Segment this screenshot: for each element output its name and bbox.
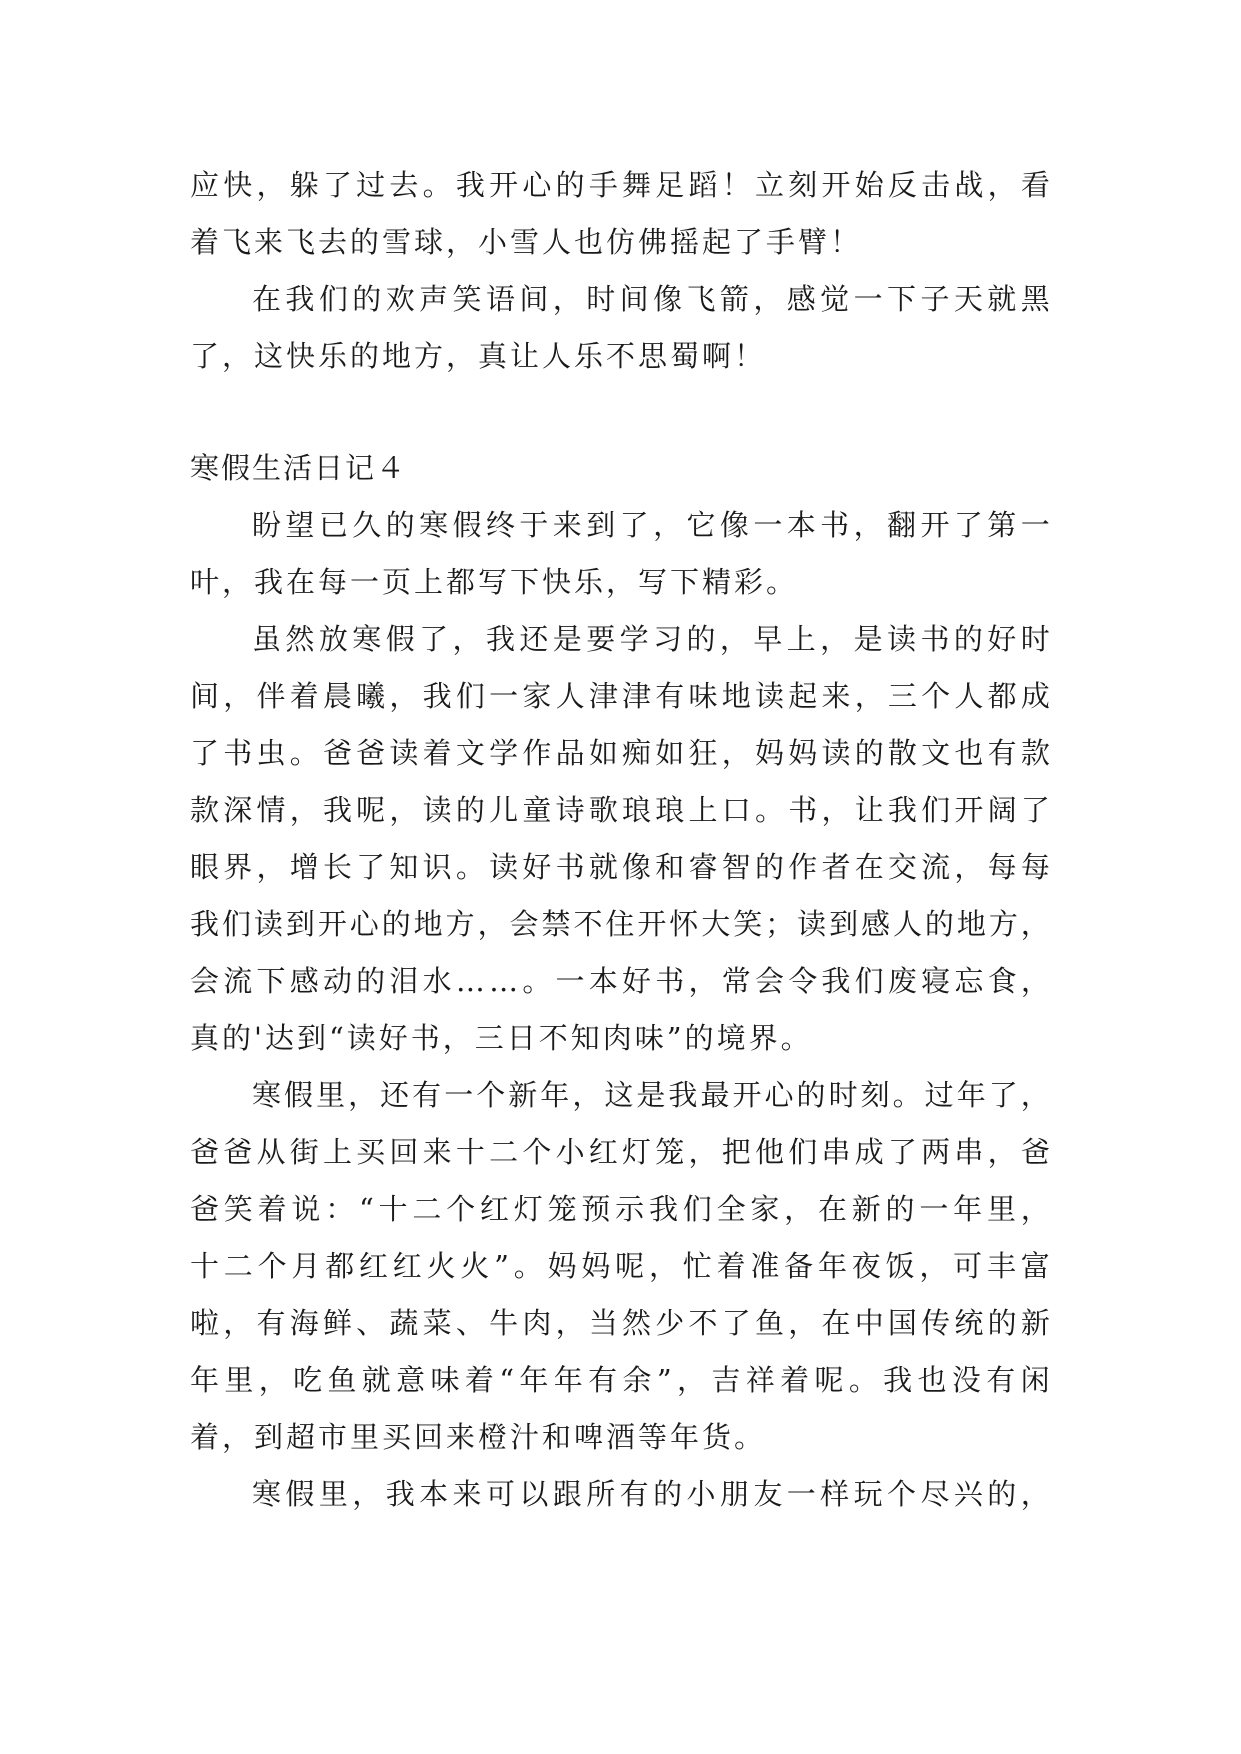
paragraph-line: 年 里 ， 吃 鱼 就 意 味 着 “ 年 年 有 余 ” ， 吉 祥 着 呢 。 我 也 没 有 闲 [190,1363,1050,1397]
paragraph-line: 眼 界 ， 增 长 了 知 识 。 读 好 书 就 像 和 睿 智 的 作 者 在 交 流 ， 每 每 [190,850,1050,884]
paragraph-line: 在 我 们 的 欢 声 笑 语 间 ， 时 间 像 飞 箭 ， 感 觉 一 下 子 天 就 黑 [252,282,1050,316]
paragraph-line: 十 二 个 月 都 红 红 火 火 ” 。 妈 妈 呢 ， 忙 着 准 备 年 夜 饭 ， 可 丰 富 [190,1249,1050,1283]
paragraph-line: 爸 爸 从 街 上 买 回 来 十 二 个 小 红 灯 笼 ， 把 他 们 串 成 了 两 串 ， 爸 [190,1135,1050,1169]
paragraph-line: 盼 望 已 久 的 寒 假 终 于 来 到 了 ， 它 像 一 本 书 ， 翻 开 了 第 一 [252,508,1050,542]
paragraph-line: 款 深 情 ， 我 呢 ， 读 的 儿 童 诗 歌 琅 琅 上 口 。 书 ， 让 我 们 开 阔 了 [190,793,1050,827]
paragraph-line: 寒 假 里 ， 我 本 来 可 以 跟 所 有 的 小 朋 友 一 样 玩 个 尽 兴 的 ， [252,1477,1050,1511]
paragraph-line: 寒 假 里 ， 还 有 一 个 新 年 ， 这 是 我 最 开 心 的 时 刻 。 过 年 了 ， [252,1078,1050,1112]
paragraph-line: 间 ， 伴 着 晨 曦 ， 我 们 一 家 人 津 津 有 味 地 读 起 来 ， 三 个 人 都 成 [190,679,1050,713]
paragraph-line: 应 快 ， 躲 了 过 去 。 我 开 心 的 手 舞 足 蹈 ！ 立 刻 开 始 反 击 战 ， 看 [190,168,1050,202]
paragraph-line: 虽 然 放 寒 假 了 ， 我 还 是 要 学 习 的 ， 早 上 ， 是 读 书 的 好 时 [252,622,1050,656]
paragraph-line: 了 书 虫 。 爸 爸 读 着 文 学 作 品 如 痴 如 狂 ， 妈 妈 读 的 散 文 也 有 款 [190,736,1050,770]
paragraph-line: 啦 ， 有 海 鲜 、 蔬 菜 、 牛 肉 ， 当 然 少 不 了 鱼 ， 在 中 国 传 统 的 新 [190,1306,1050,1340]
paragraph-line: 真的'达到“读好书，三日不知肉味”的境界。 [190,1021,813,1055]
paragraph-line: 我 们 读 到 开 心 的 地 方 ， 会 禁 不 住 开 怀 大 笑 ； 读 到 感 人 的 地 方 ， [190,907,1050,941]
paragraph-line: 了，这快乐的地方，真让人乐不思蜀啊！ [190,339,767,373]
paragraph-line: 着，到超市里买回来橙汁和啤酒等年货。 [190,1420,767,1454]
paragraph-line: 叶，我在每一页上都写下快乐，写下精彩。 [190,565,799,599]
section-heading: 寒假生活日记４ [190,451,408,485]
paragraph-line: 会 流 下 感 动 的 泪 水 … … 。 一 本 好 书 ， 常 会 令 我 们 废 寝 忘 食 ， [190,964,1050,998]
paragraph-line: 着飞来飞去的雪球，小雪人也仿佛摇起了手臂！ [190,225,863,259]
paragraph-line: 爸 笑 着 说 ： “ 十 二 个 红 灯 笼 预 示 我 们 全 家 ， 在 新 的 一 年 里 ， [190,1192,1050,1226]
